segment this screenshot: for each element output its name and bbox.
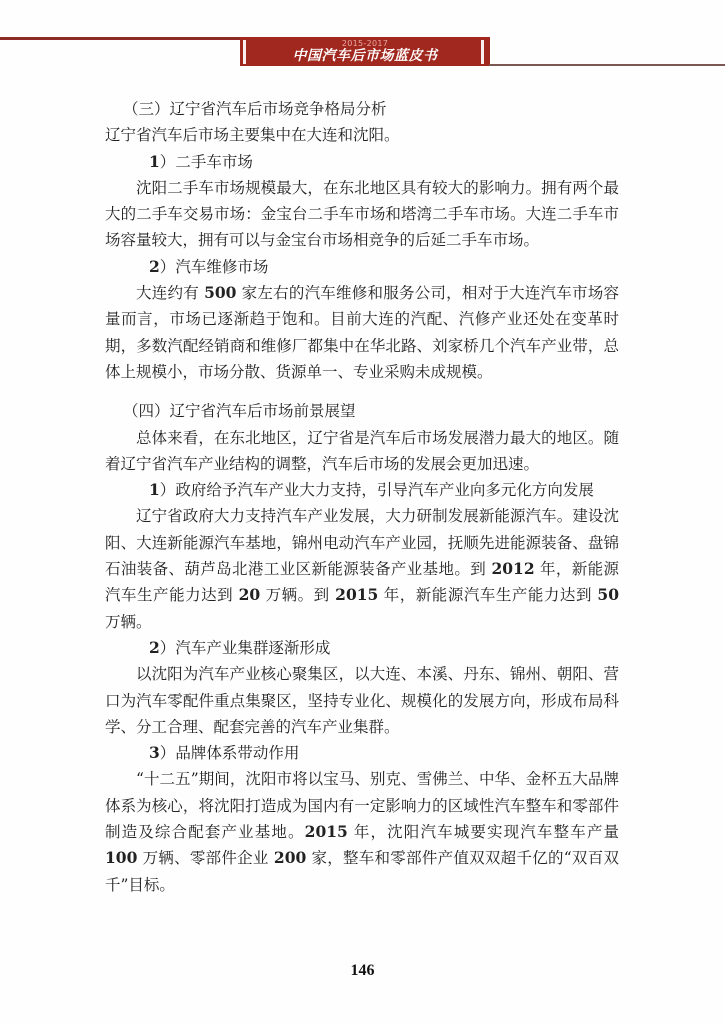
subsection-number: 1 — [149, 480, 160, 500]
text-run: 家，整车和零部件产值双双超千亿的“双百双千”目标。 — [105, 849, 619, 894]
text-run: 万辆、零部件企业 — [142, 849, 269, 868]
text-run: 辽宁省政府大力支持汽车产业发展，大力研制发展新能源汽车。建设沈阳、大连新能源汽车基地，锦州电动汽车产业园，抚顺先进能源装备、盘锦石油装备、葫芦岛北港工业区新能源装备产业基地。到 — [105, 507, 619, 579]
text-run: 年，新能源汽车生产能力达到 — [105, 560, 619, 605]
header-title-band — [240, 37, 490, 66]
bold-number: 2012 — [491, 559, 535, 579]
text-run: 万辆。到 — [265, 586, 330, 605]
section-heading: （四）辽宁省汽车后市场前景展望 — [123, 402, 356, 421]
header-rule-left — [0, 37, 241, 40]
text-run: 万辆。 — [105, 612, 152, 631]
text-run: 年，沈阳汽车城要实现汽车整车产量 — [353, 823, 619, 842]
bold-number: 2015 — [304, 822, 348, 842]
subsection-title: 政府给予汽车产业大力支持，引导汽车产业向多元化方向发展 — [175, 481, 594, 500]
subsection-number: 2 — [149, 637, 160, 657]
paragraph — [105, 280, 619, 385]
subsection-heading: 1）政府给予汽车产业大力支持，引导汽车产业向多元化方向发展 — [149, 480, 594, 500]
text-run: 家左右的汽车维修和服务公司，相对于大连汽车市场容量而言，市场已逐渐趋于饱和。目前大连的汽配、汽修产业还处在变革时期，多数汽配经销商和维修厂都集中在华北路、刘家桥几个汽车产业带，总体上规模小，市场分散、货源单一、专业采购未成规模。 — [105, 284, 619, 381]
subsection-heading: 2）汽车产业集群逐渐形成 — [149, 637, 331, 657]
bold-number: 2015 — [335, 585, 379, 605]
text-run: “十二五”期间，沈阳市将以宝马、别克、雪佛兰、中华、金杯五大品牌体系为核心，将沈阳打造成为国内有一定影响力的区域性汽车整车和零部件制造及综合配套产业基地。 — [105, 770, 619, 842]
page-number: 146 — [350, 962, 375, 979]
section-spacer — [105, 385, 619, 398]
bold-number: 200 — [273, 848, 307, 868]
text-run: 年，新能源汽车生产能力达到 — [383, 586, 592, 605]
subsection-number: 1 — [149, 151, 160, 171]
subsection-title: 汽车维修市场 — [175, 257, 269, 276]
subsection-title: 二手车市场 — [175, 152, 253, 171]
subsection-number: 2 — [149, 256, 160, 276]
header-rule-right — [489, 64, 725, 66]
text-run: 大连约有 — [136, 284, 199, 303]
subsection-heading: 2）汽车维修市场 — [149, 256, 269, 276]
header-book-title: 中国汽车后市场蓝皮书 — [292, 48, 438, 64]
section-heading: （三）辽宁省汽车后市场竞争格局分析 — [123, 100, 387, 118]
section-intro: 总体来看，在东北地区，辽宁省是汽车后市场发展潜力最大的地区。随着辽宁省汽车产业结构的调整，汽车后市场的发展会更加迅速。 — [105, 428, 619, 473]
subsection-title: 汽车产业集群逐渐形成 — [175, 638, 331, 657]
subsection-number: 3 — [149, 743, 160, 763]
bold-number: 20 — [238, 585, 261, 605]
subsection-heading: 3）品牌体系带动作用 — [149, 743, 300, 763]
section-intro: 辽宁省汽车后市场主要集中在大连和沈阳。 — [105, 126, 400, 145]
bold-number: 500 — [204, 283, 237, 303]
bold-number: 100 — [105, 848, 138, 868]
bold-number: 50 — [597, 585, 619, 605]
page-body — [105, 96, 619, 898]
subsection-heading: 1）二手车市场 — [149, 151, 253, 171]
paragraph — [105, 503, 619, 634]
paragraph: 沈阳二手车市场规模最大，在东北地区具有较大的影响力。拥有两个最大的二手车交易市场：金宝台二手车市场和塔湾二手车市场。大连二手车市场容量较大，拥有可以与金宝台市场相竞争的后延二手车市场。 — [105, 178, 619, 250]
paragraph: 以沈阳为汽车产业核心聚集区，以大连、本溪、丹东、锦州、朝阳、营口为汽车零配件重点集聚区，坚持专业化、规模化的发展方向，形成布局科学、分工合理、配套完善的汽车产业集群。 — [105, 665, 619, 736]
subsection-title: 品牌体系带动作用 — [175, 744, 300, 763]
paragraph — [105, 766, 619, 897]
header-year-range: 2015-2017 — [341, 39, 389, 48]
